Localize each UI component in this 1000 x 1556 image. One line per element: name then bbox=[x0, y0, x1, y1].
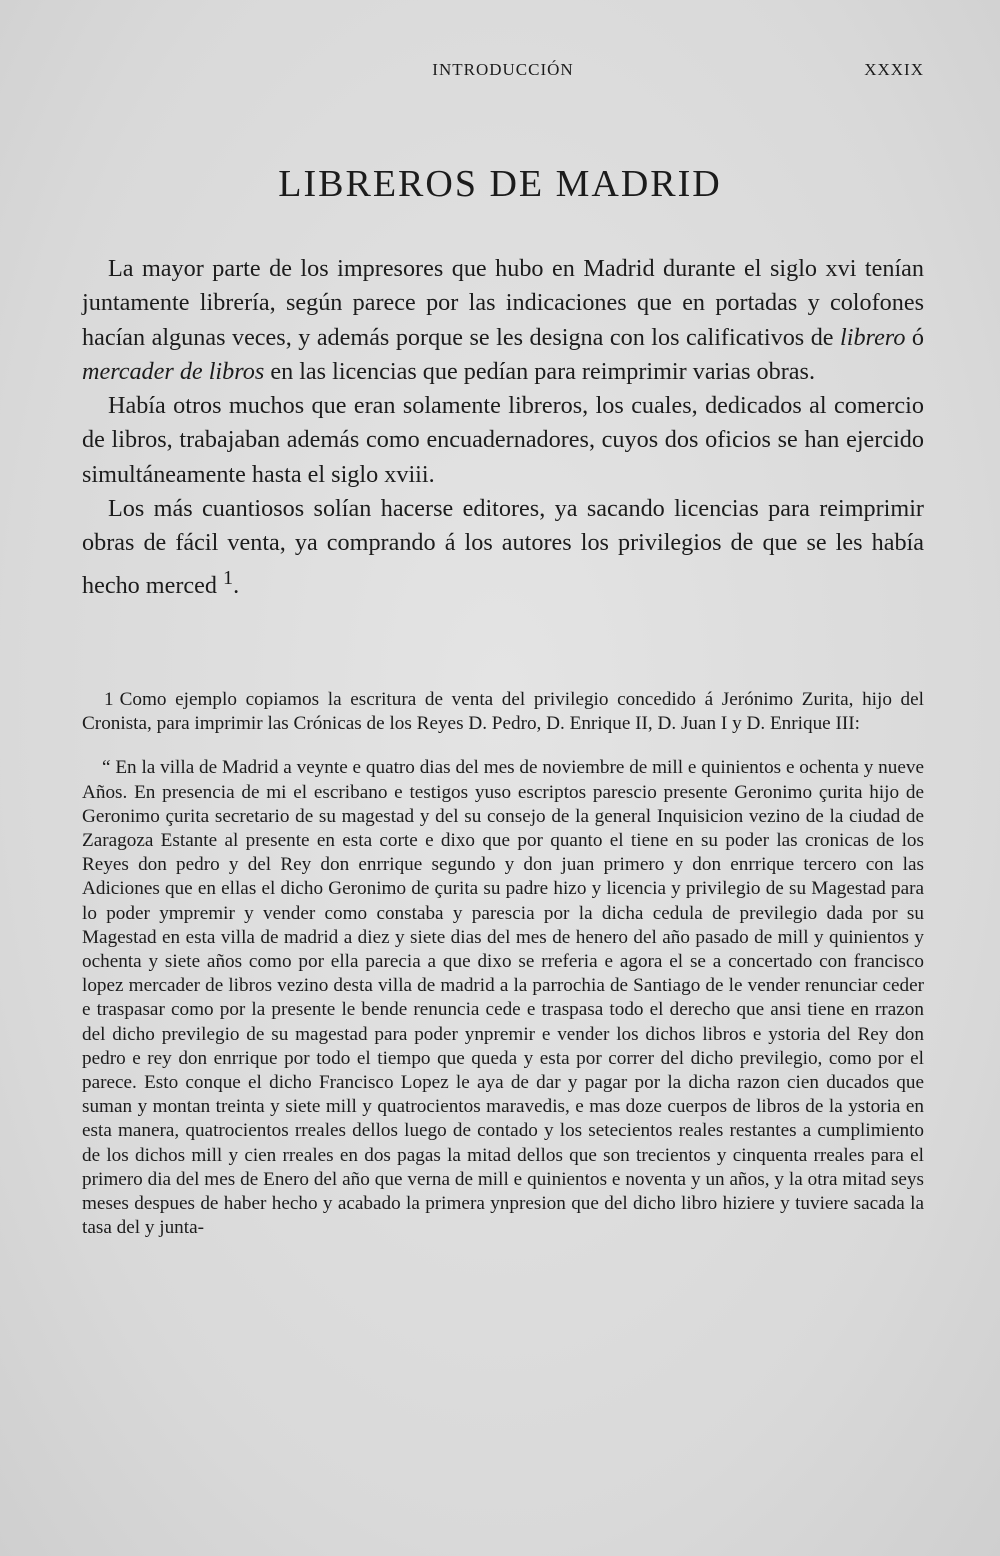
paragraph-1-text: La mayor parte de los impresores que hubo en Madrid durante el siglo xvi tenían juntamente librería, según parece por las indicaciones que en portadas y colofones hacían algunas veces, y además porque se les designa con los calificativos de bbox=[82, 255, 924, 351]
paragraph-3 bbox=[82, 492, 924, 603]
running-head bbox=[82, 60, 924, 86]
footnote-reference: 1 bbox=[223, 566, 234, 589]
paragraph-1 bbox=[82, 252, 924, 389]
term-mercader-de-libros: mercader de libros bbox=[82, 357, 265, 385]
paragraph-1-end: en las licencias que pedían para reimprimir varias obras. bbox=[264, 357, 815, 385]
footnote-intro bbox=[82, 688, 924, 736]
page-number: XXXIX bbox=[864, 60, 924, 79]
footnote-intro-text: Como ejemplo copiamos la escritura de venta del privilegio concedido á Jerónimo Zurita, hijo del Cronista, para imprimir las Crónicas de los Reyes D. Pedro, D. Enrique II, D. Juan I y D. Enrique III: bbox=[82, 689, 924, 735]
footnote bbox=[82, 688, 924, 1240]
footnote-quote: “ En la villa de Madrid a veynte e quatro dias del mes de noviembre de mill e quinientos e ochenta y nueve Años. En presencia de mi el escribano e testigos yuso escriptos parescio presente Geronimo çurita hijo de Geronimo çurita secretario de su magestad y del su consejo de la general Inquisicion vezino de la ciudad de Zaragoza Estante al presente en esta corte e dixo que por quanto el tiene en su poder las cronicas de los Reyes don pedro y del Rey don enrrique segundo y don juan primero y don enrrique tercero con las Adiciones que en ellas el dicho Geronimo de çurita su padre hizo y licencia y privilegio de su Magestad para lo poder ympremir y vender como constaba y parescia por la dicha cedula de previlegio dada por su Magestad en esta villa de madrid a diez y siete dias del mes de henero del año pasado de mill y quinientos y ochenta y siete años como por ella parecia a que dixo se rreferia e agora el se a concertado con francisco lopez mercader de libros vezino desta villa de madrid a la parrochia de Santiago de le vender renunciar ceder e traspasar como por la presente le bende renuncia cede e traspasa todo el derecho que ansi tiene en rrazon del dicho previlegio de su magestad para poder ynpremir e vender los dichos libros e ystoria del Rey don pedro e rey don enrrique por todo el tiempo que queda y esta por correr del dicho previlegio, como por el parece. Esto conque el dicho Francisco Lopez le aya de dar y pagar por la dicha razon cien ducados que suman y montan treinta y siete mill y quatrocientos maravedis, e mas doze cuerpos de libros de la ystoria en esta manera, quatrocientos rreales dellos luego de contado y los setecientos reales restantes a cumplimiento de los dichos mill y cien rreales en dos pagas la mitad dellos que son trecientos y cinquenta rreales para el primero dia del mes de Enero del año que verna de mill e quinientos e noventa y un años, y la otra mitad seys meses despues de haber hecho y acabado la primera ynpresion que del dicho libro hiziere y tuviere sacada la tasa del y junta- bbox=[82, 757, 924, 1239]
term-librero: librero bbox=[840, 323, 906, 351]
paragraph-2: Había otros muchos que eran solamente libreros, los cuales, dedicados al comercio de libros, trabajaban además como encuadernadores, cuyos dos oficios se han ejercido simultáneamente hasta el siglo xviii. bbox=[82, 392, 924, 488]
paragraph-3-text: Los más cuantiosos solían hacerse editores, ya sacando licencias para reimprimir obras de fácil venta, ya comprando á los autores los privilegios de que se les había hecho merced bbox=[82, 495, 924, 599]
main-text bbox=[82, 252, 924, 603]
paragraph-3-end: . bbox=[233, 571, 240, 599]
footnote-marker: 1 bbox=[104, 689, 114, 710]
running-title: INTRODUCCIÓN bbox=[432, 60, 574, 79]
paragraph-1-conj: ó bbox=[905, 323, 925, 351]
chapter-title: LIBREROS DE MADRID bbox=[278, 163, 722, 205]
